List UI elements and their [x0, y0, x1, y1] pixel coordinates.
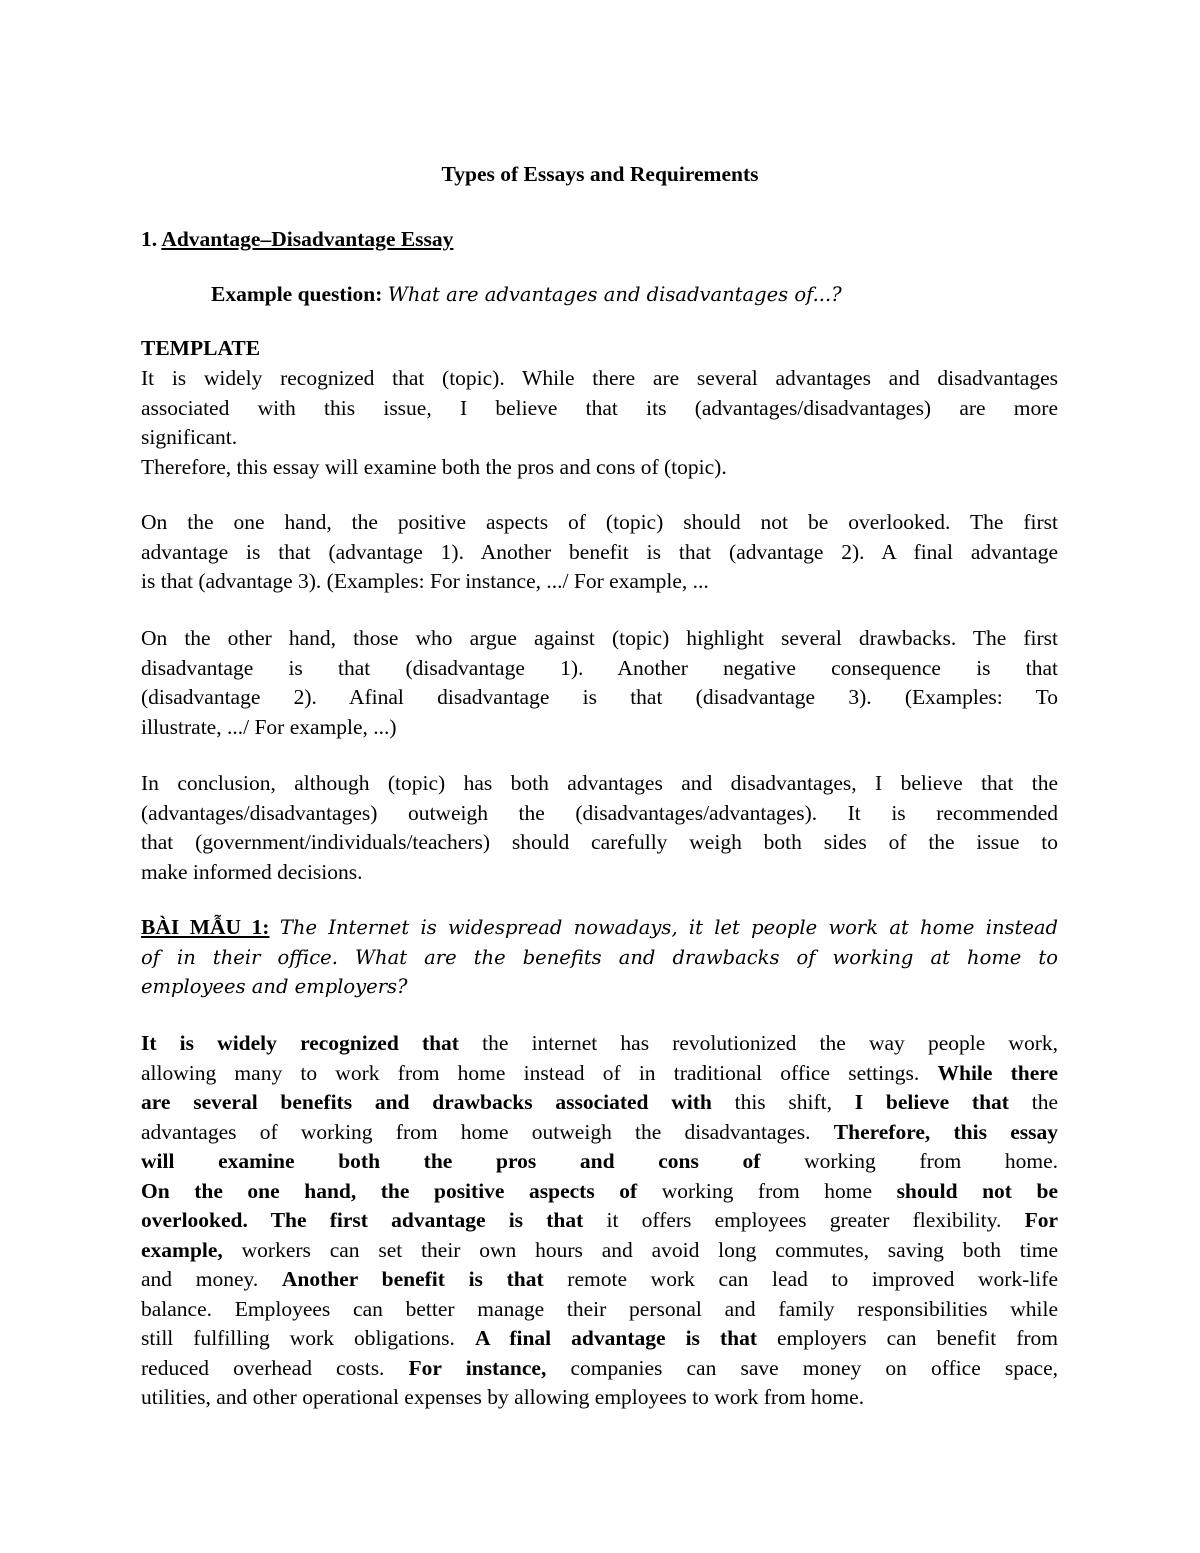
bold-phrase: For	[1024, 1208, 1058, 1232]
text-line: Therefore, this essay will examine both the pros and cons of (topic).	[141, 454, 727, 479]
sample-label: BÀI MẪU 1:	[141, 915, 270, 939]
text-run: the	[1008, 1090, 1058, 1114]
text-run: reduced overhead costs.	[141, 1355, 409, 1380]
text-line: disadvantage is that (disadvantage 1). Another negative consequence is that	[141, 655, 1058, 680]
text-line: make informed decisions.	[141, 859, 363, 884]
text-line	[141, 1118, 1058, 1148]
example-text: What are advantages and disadvantages of...?	[387, 283, 842, 306]
text-line	[141, 1029, 1058, 1059]
text-line	[141, 1236, 1058, 1266]
text-line: that (government/individuals/teachers) should carefully weigh both sides of the issue to	[141, 830, 1058, 854]
bold-phrase: On the one hand, the positive aspects of	[141, 1178, 638, 1203]
text-line	[141, 1383, 1058, 1413]
text-line: advantage is that (advantage 1). Another benefit is that (advantage 2). A final advantage	[141, 539, 1058, 564]
text-run: balance. Employees can better manage their personal and family responsibilities while	[141, 1296, 1058, 1321]
text-run: still fulfilling work obligations.	[141, 1326, 475, 1350]
bold-phrase: Therefore, this essay	[833, 1119, 1058, 1144]
text-line: It is widely recognized that (topic). While there are several advantages and disadvantages	[141, 366, 1058, 390]
sample-question-text: The Internet is widespread nowadays, it let people work at home instead	[279, 916, 1058, 939]
bold-phrase: A final advantage is that	[474, 1326, 757, 1350]
bold-phrase: I believe that	[854, 1090, 1009, 1114]
template-label: TEMPLATE	[141, 336, 261, 360]
bold-phrase: should not be	[896, 1178, 1058, 1203]
text-run: allowing many to work from home instead of in traditional office settings.	[141, 1060, 938, 1085]
page-title: Types of Essays and Requirements	[441, 162, 759, 186]
text-line: In conclusion, although (topic) has both advantages and disadvantages, I believe that the	[141, 771, 1058, 795]
bold-phrase: For instance,	[408, 1355, 547, 1380]
text-run: workers can set their own hours and avoid long commutes, saving both time	[222, 1237, 1058, 1262]
text-run: employers can benefit from	[756, 1326, 1058, 1350]
text-line	[141, 1295, 1058, 1325]
text-line: of in their office. What are the benefits and drawbacks of working at home to	[141, 945, 1058, 969]
bold-phrase: overlooked. The first advantage is that	[141, 1208, 584, 1232]
example-label: Example question:	[211, 282, 388, 306]
text-run: utilities, and other operational expenses by allowing employees to work from home.	[141, 1385, 865, 1409]
section-title: Advantage–Disadvantage Essay	[161, 227, 454, 251]
text-line: illustrate, .../ For example, ...)	[141, 714, 397, 739]
text-run: advantages of working from home outweigh the disadvantages.	[141, 1119, 834, 1144]
text-line: On the one hand, the positive aspects of (topic) should not be overlooked. The first	[141, 510, 1058, 534]
bold-phrase: will examine both the pros and cons of	[141, 1149, 761, 1173]
text-line: employees and employers?	[141, 975, 408, 998]
section-heading	[141, 225, 453, 254]
text-run: remote work can lead to improved work-life	[543, 1267, 1058, 1291]
text-line: associated with this issue, I believe that its (advantages/disadvantages) are more	[141, 395, 1058, 420]
text-run: it offers employees greater flexibility.	[583, 1208, 1025, 1232]
text-line: is that (advantage 3). (Examples: For instance, .../ For example, ...	[141, 569, 709, 593]
bold-phrase: While there	[937, 1060, 1058, 1085]
text-line	[141, 1177, 1058, 1207]
bold-phrase: example,	[141, 1237, 223, 1262]
text-line: significant.	[141, 425, 238, 449]
example-question	[211, 280, 842, 309]
text-line	[141, 1147, 1058, 1177]
bold-phrase: are several benefits and drawbacks associated with	[141, 1090, 712, 1114]
section-number: 1.	[141, 227, 162, 251]
bold-phrase: Another benefit is that	[281, 1267, 544, 1291]
text-line	[141, 1059, 1058, 1089]
text-line	[141, 1088, 1058, 1118]
text-line	[141, 913, 1058, 943]
text-line	[141, 1265, 1058, 1295]
bold-phrase: It is widely recognized that	[141, 1031, 459, 1055]
text-run: and money.	[141, 1267, 282, 1291]
text-line	[141, 1206, 1058, 1236]
text-line	[141, 1324, 1058, 1354]
text-line: (disadvantage 2). Afinal disadvantage is that (disadvantage 3). (Examples: To	[141, 685, 1058, 709]
text-run: working from home	[637, 1178, 897, 1203]
text-run: companies can save money on office space,	[546, 1355, 1058, 1380]
text-line: On the other hand, those who argue against (topic) highlight several drawbacks. The first	[141, 626, 1058, 650]
text-run: the internet has revolutionized the way people work,	[458, 1031, 1058, 1055]
text-line	[141, 1354, 1058, 1384]
text-run: this shift,	[711, 1090, 855, 1114]
text-line: (advantages/disadvantages) outweigh the (disadvantages/advantages). It is recommended	[141, 800, 1058, 825]
text-run: working from home.	[760, 1149, 1059, 1173]
